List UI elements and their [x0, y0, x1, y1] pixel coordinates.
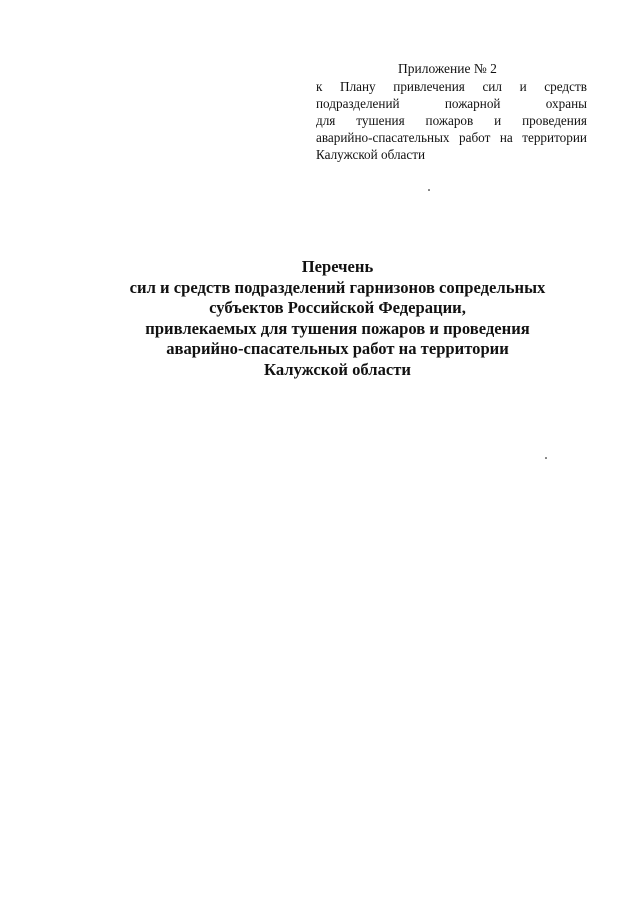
- annex-word: подразделений: [316, 96, 400, 111]
- title-line: сил и средств подразделений гарнизонов сопредельных: [129, 277, 546, 297]
- annex-number: Приложение № 2: [398, 61, 497, 76]
- annex-word: Калужской области: [316, 147, 426, 162]
- title-heading: Перечень: [301, 257, 374, 276]
- annex-word: пожарной: [444, 96, 501, 111]
- annex-word: работ: [459, 130, 491, 145]
- annex-word: и: [519, 79, 527, 94]
- annex-word: территории: [522, 130, 587, 145]
- title-line: Калужской области: [264, 359, 411, 379]
- annex-word: Плану: [340, 79, 376, 94]
- annex-line-2: [316, 95, 587, 112]
- annex-word: охраны: [545, 96, 587, 111]
- annex-word: аварийно-спасательных: [316, 130, 450, 145]
- annex-word: проведения: [522, 113, 587, 128]
- annex-word: сил: [482, 79, 502, 94]
- annex-reference: [316, 78, 587, 163]
- title-line: субъектов Российской Федерации,: [209, 298, 466, 317]
- annex-line-5: [316, 146, 587, 163]
- annex-word: средств: [544, 79, 587, 94]
- scan-speck: [428, 189, 430, 191]
- annex-line-1: [316, 78, 587, 95]
- title-line: аварийно-спасательных работ на территории: [166, 339, 509, 358]
- scan-speck: [545, 457, 547, 459]
- annex-line-4: [316, 129, 587, 146]
- annex-word: для: [316, 113, 336, 128]
- annex-word: привлечения: [393, 79, 465, 94]
- title-line: привлекаемых для тушения пожаров и проведения: [145, 318, 530, 338]
- annex-line-3: [316, 112, 587, 129]
- annex-word: тушения: [356, 113, 405, 128]
- annex-word: пожаров: [425, 113, 474, 128]
- document-title: [90, 257, 585, 380]
- annex-word: на: [499, 130, 513, 145]
- annex-word: к: [316, 79, 323, 94]
- annex-word: и: [494, 113, 502, 128]
